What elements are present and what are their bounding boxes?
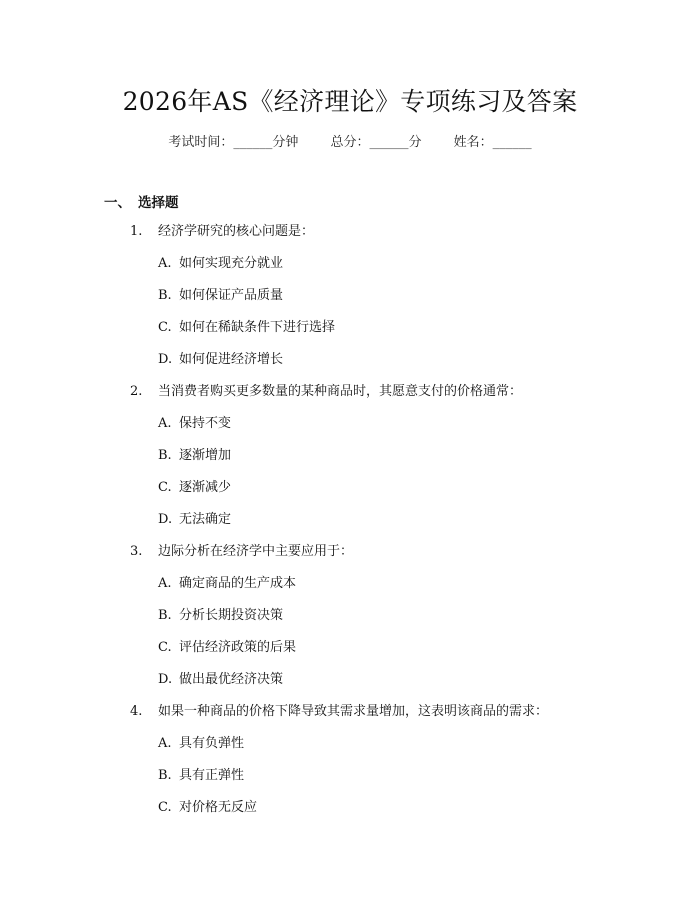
document-title: 2026年AS《经济理论》专项练习及答案 bbox=[122, 87, 578, 116]
option-letter: C. bbox=[158, 800, 172, 815]
option-text: 具有负弹性 bbox=[179, 736, 245, 751]
option-letter: A. bbox=[158, 576, 172, 591]
option-letter: D. bbox=[158, 352, 173, 367]
question-number: 1. bbox=[130, 224, 143, 239]
question-text: 经济学研究的核心问题是： bbox=[158, 224, 315, 239]
option-text: 如何保证产品质量 bbox=[179, 288, 284, 303]
question-4-stem bbox=[0, 702, 700, 734]
option-letter: C. bbox=[158, 640, 172, 655]
question-2-option-c bbox=[0, 478, 700, 510]
option-text: 如何促进经济增长 bbox=[179, 352, 284, 367]
question-3-option-c bbox=[0, 638, 700, 670]
option-text: 保持不变 bbox=[179, 416, 232, 431]
question-text: 边际分析在经济学中主要应用于： bbox=[158, 544, 354, 559]
option-letter: A. bbox=[158, 416, 172, 431]
question-number: 4. bbox=[130, 704, 143, 719]
exam-meta-line bbox=[0, 131, 700, 150]
option-letter: A. bbox=[158, 736, 172, 751]
name-label: 姓名： bbox=[453, 135, 493, 150]
total-score-blank: ______ bbox=[369, 135, 409, 150]
question-text: 如果一种商品的价格下降导致其需求量增加，这表明该商品的需求： bbox=[158, 704, 549, 719]
option-letter: B. bbox=[158, 288, 172, 303]
option-text: 做出最优经济决策 bbox=[179, 672, 284, 687]
option-letter: D. bbox=[158, 672, 173, 687]
total-score-label: 总分： bbox=[330, 135, 370, 150]
exam-time-label: 考试时间： bbox=[168, 135, 234, 150]
question-1-option-b bbox=[0, 286, 700, 318]
name-blank: ______ bbox=[492, 135, 532, 150]
section-heading bbox=[104, 191, 179, 211]
option-letter: B. bbox=[158, 608, 172, 623]
option-text: 逐渐减少 bbox=[179, 480, 232, 495]
option-text: 确定商品的生产成本 bbox=[179, 576, 297, 591]
option-text: 如何实现充分就业 bbox=[179, 256, 284, 271]
question-number: 2. bbox=[130, 384, 143, 399]
option-text: 分析长期投资决策 bbox=[179, 608, 284, 623]
name-field bbox=[454, 131, 532, 150]
section-title: 选择题 bbox=[138, 195, 179, 211]
section-number: 一、 bbox=[104, 195, 131, 211]
question-number: 3. bbox=[130, 544, 143, 559]
question-2-option-a bbox=[0, 414, 700, 446]
question-4-option-a bbox=[0, 734, 700, 766]
question-1-option-d bbox=[0, 350, 700, 382]
option-text: 评估经济政策的后果 bbox=[179, 640, 297, 655]
exam-time-blank: ______ bbox=[233, 135, 273, 150]
option-text: 对价格无反应 bbox=[179, 800, 258, 815]
exam-time-suffix: 分钟 bbox=[272, 135, 299, 150]
option-letter: C. bbox=[158, 320, 172, 335]
option-letter: A. bbox=[158, 256, 172, 271]
option-text: 无法确定 bbox=[179, 512, 232, 527]
question-2-stem bbox=[0, 382, 700, 414]
question-1-stem bbox=[0, 222, 700, 254]
question-list bbox=[0, 222, 700, 830]
question-3-option-a bbox=[0, 574, 700, 606]
option-letter: B. bbox=[158, 448, 172, 463]
exam-time-field bbox=[168, 131, 298, 150]
option-text: 如何在稀缺条件下进行选择 bbox=[179, 320, 336, 335]
question-text: 当消费者购买更多数量的某种商品时，其愿意支付的价格通常： bbox=[158, 384, 523, 399]
question-2-option-d bbox=[0, 510, 700, 542]
option-letter: B. bbox=[158, 768, 172, 783]
question-3-option-b bbox=[0, 606, 700, 638]
question-4-option-b bbox=[0, 766, 700, 798]
question-1-option-c bbox=[0, 318, 700, 350]
option-letter: C. bbox=[158, 480, 172, 495]
question-1-option-a bbox=[0, 254, 700, 286]
option-text: 具有正弹性 bbox=[179, 768, 245, 783]
total-score-field bbox=[330, 131, 421, 150]
total-score-suffix: 分 bbox=[408, 135, 422, 150]
question-3-option-d bbox=[0, 670, 700, 702]
question-2-option-b bbox=[0, 446, 700, 478]
question-4-option-c bbox=[0, 798, 700, 830]
question-3-stem bbox=[0, 542, 700, 574]
option-text: 逐渐增加 bbox=[179, 448, 232, 463]
option-letter: D. bbox=[158, 512, 173, 527]
